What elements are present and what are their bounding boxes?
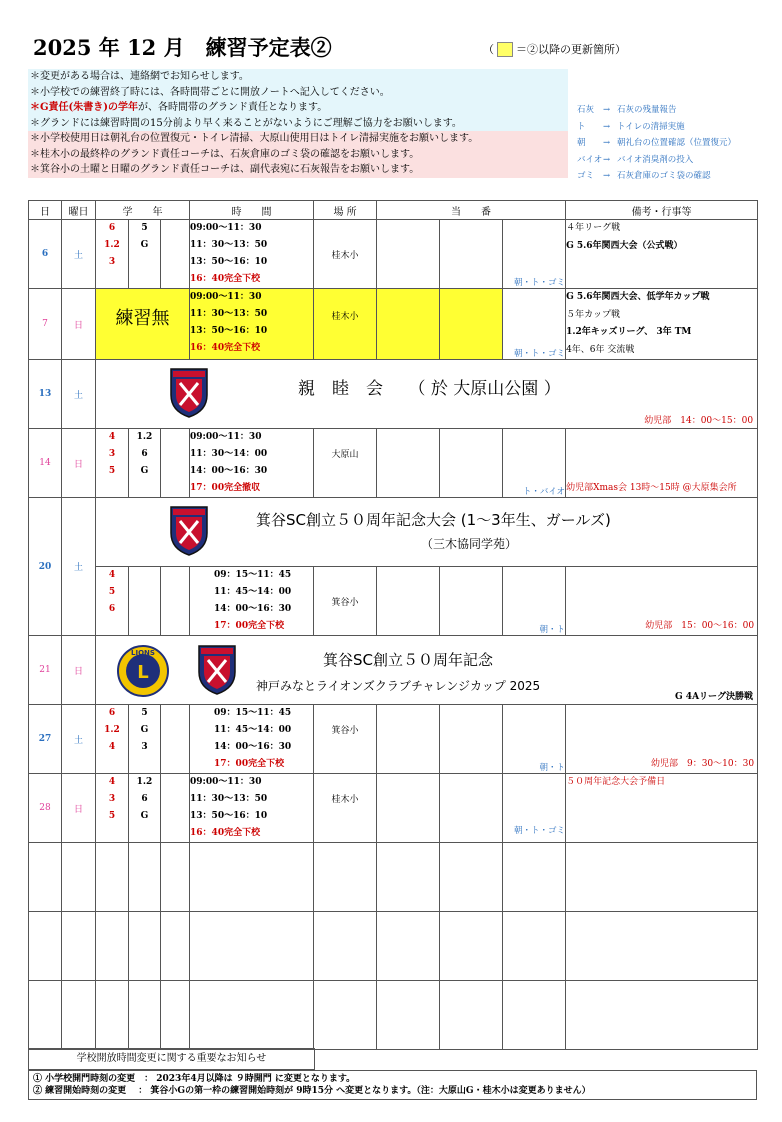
duty-cell — [377, 567, 440, 636]
notice-heading: 学校開放時間変更に関する重要なお知らせ — [28, 1048, 315, 1070]
club-emblem-icon — [168, 503, 210, 557]
event-venue: （三木協同学苑） — [421, 536, 518, 551]
grade-cell-empty — [161, 220, 190, 289]
table-row — [29, 360, 758, 429]
duty-cell: 朝・ト・ゴミ — [503, 220, 566, 289]
event-title: 親 睦 会 （ 於 大原山公園 ） — [298, 378, 561, 399]
code-item: バイオ→ バイオ消臭剤の投入 — [577, 154, 694, 165]
note-item: ＊G責任(朱書き)の学年が、各時間帯のグランド責任となります。 — [28, 100, 568, 116]
place-cell: 箕谷小 — [314, 705, 377, 774]
day-cell: 14 — [29, 429, 62, 498]
note-item: ＊変更がある場合は、連絡網でお知らせします。 — [28, 69, 568, 85]
note-item: ＊グランドには練習時間の15分前より早く来ることがないようにご理解ご協力をお願いします。 — [28, 116, 568, 132]
place-cell: 桂木小 — [314, 220, 377, 289]
legend — [483, 41, 626, 57]
time-cell: 09:00〜11：30 11：30〜13：50 13：50〜16：10 16：40完全下校 — [190, 774, 314, 843]
weekday-cell: 土 — [62, 498, 96, 636]
grade-cell: 1.2 6 G — [129, 429, 161, 498]
col-day: 日 — [29, 201, 62, 220]
event-subtitle: 神戸みなとライオンズクラブチャレンジカップ 2025 — [256, 678, 541, 693]
grade-cell-empty — [161, 774, 190, 843]
table-row-empty — [29, 843, 758, 912]
grade-cell: 6 1.2 3 — [96, 220, 129, 289]
day-cell: 28 — [29, 774, 62, 843]
grade-cell-empty — [161, 705, 190, 774]
table-row — [29, 220, 758, 289]
legend-text: ＝②以降の更新箇所） — [516, 43, 626, 56]
weekday-cell: 日 — [62, 636, 96, 705]
grade-cell: 1.2 6 G — [129, 774, 161, 843]
legend-swatch — [497, 42, 513, 57]
time-cell: 09:00〜11：30 11：30〜14：00 14：00〜16：30 17：00完全撤収 — [190, 429, 314, 498]
weekday-cell: 日 — [62, 429, 96, 498]
weekday-cell: 土 — [62, 705, 96, 774]
duty-cell: 朝・ト・ゴミ — [503, 289, 566, 360]
grade-cell: 5 G 3 — [129, 705, 161, 774]
grade-cell: 4 3 5 — [96, 774, 129, 843]
weekday-cell: 日 — [62, 774, 96, 843]
event-banner-cell — [96, 360, 758, 429]
duty-cell — [440, 705, 503, 774]
notice-line-2: ② 練習開始時刻の変更 ： 箕谷小Gの第一枠の練習開始時刻が 9時15分 へ変更となります。（注：大原山G・桂木小は変更ありません） — [33, 1086, 591, 1096]
lions-club-emblem-icon — [116, 644, 170, 698]
event-banner-cell — [96, 636, 758, 705]
col-remarks: 備考・行事等 — [566, 201, 758, 220]
note-item: ＊箕谷小の土曜と日曜のグランド責任コーチは、副代表宛に石灰報告をお願いします。 — [28, 162, 568, 178]
code-item: 石灰 → 石灰の残量報告 — [577, 105, 677, 115]
day-cell: 6 — [29, 220, 62, 289]
notice-body — [28, 1070, 757, 1100]
remarks-cell: 幼児部Xmas会 13時〜15時 @大原集会所 — [566, 429, 758, 498]
header-row — [29, 201, 758, 220]
duty-cell — [377, 705, 440, 774]
weekday-cell: 土 — [62, 220, 96, 289]
kindergarten-time: 幼児部 14：00〜15：00 — [644, 415, 754, 426]
note-item: ＊小学校での練習終了時には、各時間帯ごとに開放ノートへ記入してください。 — [28, 85, 568, 101]
note-item: ＊桂木小の最終枠のグランド責任コーチは、石灰倉庫のゴミ袋の確認をお願いします。 — [28, 147, 568, 163]
col-duty: 当 番 — [377, 201, 566, 220]
footer-notice — [28, 1048, 757, 1100]
note-item: ＊小学校使用日は朝礼台の位置復元・トイレ清掃、大原山使用日はトイレ清掃実施をお願いします。 — [28, 131, 568, 147]
event-title: 箕谷SC創立５０周年記念 — [323, 650, 493, 669]
place-cell: 桂木小 — [314, 289, 377, 360]
duty-cell — [440, 220, 503, 289]
duty-cell — [440, 429, 503, 498]
legend-open: （ — [483, 43, 494, 56]
day-cell: 7 — [29, 289, 62, 360]
duty-cell — [440, 289, 503, 360]
grade-cell: 5 G — [129, 220, 161, 289]
day-cell: 21 — [29, 636, 62, 705]
col-time: 時 間 — [190, 201, 314, 220]
time-cell: 09:00〜11：30 11：30〜13：50 13：50〜16：10 16：40完全下校 — [190, 220, 314, 289]
col-weekday: 曜日 — [62, 201, 96, 220]
code-item: ト → トイレの清掃実施 — [577, 121, 685, 132]
notes-list — [28, 69, 568, 178]
duty-cell — [440, 567, 503, 636]
table-row-empty — [29, 981, 758, 1050]
event-banner-cell — [96, 498, 758, 567]
place-cell: 箕谷小 — [314, 567, 377, 636]
grade-cell: 4 3 5 — [96, 429, 129, 498]
lions-text: LIONS — [131, 648, 155, 657]
event-note: G 4Aリーグ決勝戦 — [674, 691, 754, 702]
remarks-cell: ５０周年記念大会予備日 — [566, 774, 758, 843]
grade-cell-empty — [161, 567, 190, 636]
table-row — [29, 498, 758, 567]
duty-cell — [377, 220, 440, 289]
table-row — [29, 429, 758, 498]
place-cell: 桂木小 — [314, 774, 377, 843]
col-grade: 学 年 — [96, 201, 190, 220]
weekday-cell: 土 — [62, 360, 96, 429]
grade-cell: 4 5 6 — [96, 567, 129, 636]
remarks-cell: ４年リーグ戦 G 5.6年関西大会（公式戦） — [566, 220, 758, 289]
table-row-empty — [29, 912, 758, 981]
code-item: 朝 → 朝礼台の位置確認（位置復元） — [577, 138, 737, 148]
place-cell: 大原山 — [314, 429, 377, 498]
page-title: 2025 年 12 月 練習予定表② — [33, 35, 332, 60]
duty-cell: ト・バイオ — [503, 429, 566, 498]
schedule-table — [28, 200, 758, 1050]
table-row — [29, 705, 758, 774]
time-cell: 09：15〜11：45 11：45〜14：00 14：00〜16：30 17：00完全下校 — [190, 705, 314, 774]
remarks-cell: 幼児部 9：30〜10：30 — [566, 705, 758, 774]
table-row — [29, 567, 758, 636]
club-emblem-icon — [168, 365, 210, 419]
duty-cell: 朝・ト — [503, 567, 566, 636]
svg-text:L: L — [137, 661, 149, 683]
duty-cell — [377, 774, 440, 843]
table-row — [29, 636, 758, 705]
code-item: ゴミ → 石灰倉庫のゴミ袋の確認 — [577, 171, 711, 181]
duty-cell: 朝・ト — [503, 705, 566, 774]
time-cell: 09：15〜11：45 11：45〜14：00 14：00〜16：30 17：00完全下校 — [190, 567, 314, 636]
table-row — [29, 289, 758, 360]
duty-cell — [440, 774, 503, 843]
table-row — [29, 774, 758, 843]
remarks-cell: 幼児部 15：00〜16：00 — [566, 567, 758, 636]
time-cell: 09:00〜11：30 11：30〜13：50 13：50〜16：10 16：40完全下校 — [190, 289, 314, 360]
no-practice-cell: 練習無 — [96, 289, 190, 360]
event-title: 箕谷SC創立５０周年記念大会 (1〜3年生、ガールズ) — [256, 510, 611, 529]
remarks-cell: G 5.6年関西大会、低学年カップ戦 ５年カップ戦 1.2年キッズリーグ、 3年 TM 4年、6年 交流戦 — [566, 289, 758, 360]
duty-cell: 朝・ト・ゴミ — [503, 774, 566, 843]
duty-cell — [377, 289, 440, 360]
grade-cell — [129, 567, 161, 636]
code-legend — [577, 102, 736, 185]
col-place: 場 所 — [314, 201, 377, 220]
day-cell: 27 — [29, 705, 62, 774]
notice-line-1: ① 小学校開門時刻の変更 ： 2023年4月以降は ９時開門 に変更となります。 — [33, 1074, 356, 1084]
weekday-cell: 日 — [62, 289, 96, 360]
grade-cell: 6 1.2 4 — [96, 705, 129, 774]
day-cell: 20 — [29, 498, 62, 636]
day-cell: 13 — [29, 360, 62, 429]
duty-cell — [377, 429, 440, 498]
club-emblem-icon — [196, 642, 238, 696]
grade-cell-empty — [161, 429, 190, 498]
